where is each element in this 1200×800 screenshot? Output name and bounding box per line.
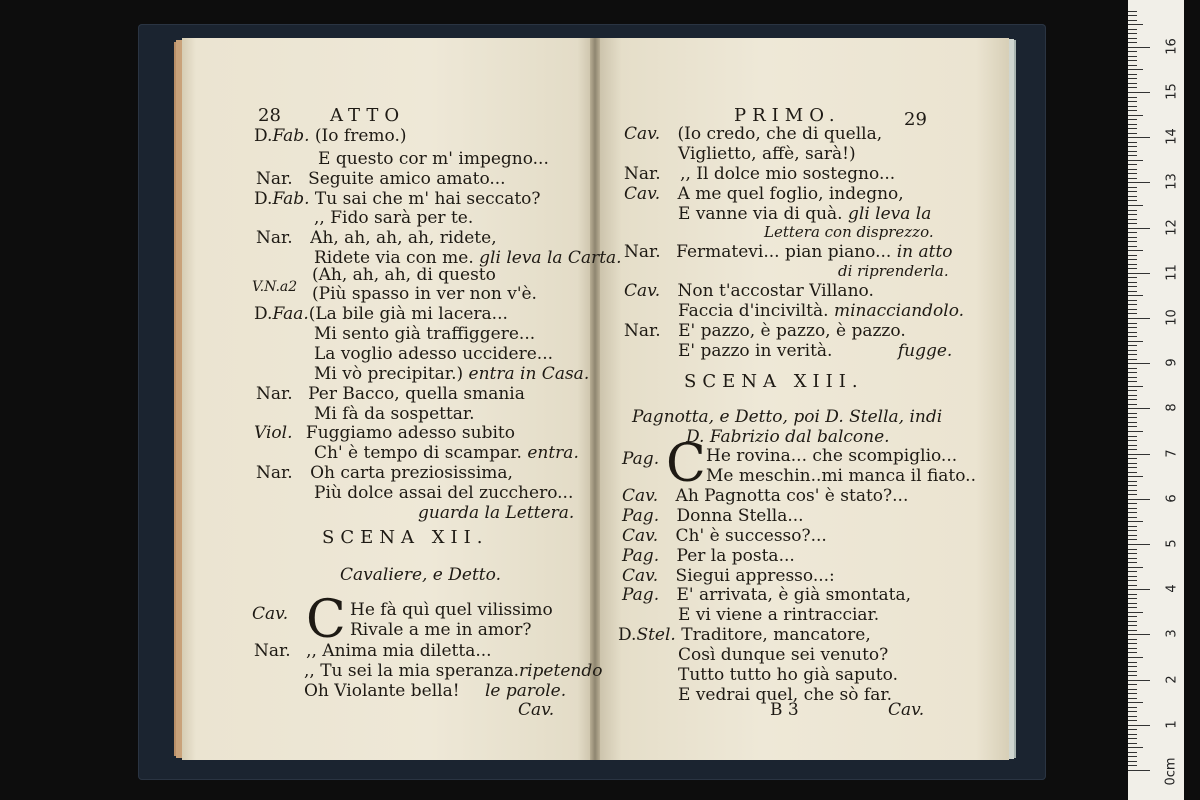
ruler-tick — [1128, 228, 1150, 229]
ruler-number: 9 — [1164, 358, 1180, 367]
catchword: Cav. — [518, 700, 555, 720]
text-line: E vanne via di quà. gli leva la — [678, 204, 932, 224]
text-line: Cav. Non t'accostar Villano. — [624, 281, 874, 301]
speaker-label: Cav. — [252, 604, 289, 624]
ruler-tick — [1128, 273, 1150, 274]
ruler-tick — [1128, 567, 1143, 568]
ruler-tick — [1128, 521, 1143, 522]
ruler-number: 8 — [1164, 403, 1180, 413]
ruler-tick — [1128, 413, 1137, 414]
ruler-tick — [1128, 92, 1150, 93]
ruler-tick — [1128, 264, 1137, 265]
ruler-tick — [1128, 246, 1137, 247]
ruler-tick — [1128, 313, 1137, 314]
ruler-tick — [1128, 684, 1137, 685]
ruler-tick — [1128, 390, 1137, 391]
ruler-tick — [1128, 187, 1137, 188]
text-line: La voglio adesso uccidere... — [314, 344, 553, 364]
ruler-tick — [1128, 38, 1137, 39]
ruler-tick — [1128, 277, 1137, 278]
ruler-tick — [1128, 386, 1143, 387]
text-line: Mi fà da sospettar. — [314, 404, 475, 424]
ruler-tick — [1128, 259, 1137, 260]
ruler-tick — [1128, 526, 1137, 527]
ruler-tick — [1128, 734, 1137, 735]
ruler-tick — [1128, 544, 1150, 545]
text-line: E' pazzo in verità. fugge. — [678, 341, 953, 361]
ruler-number: 15 — [1164, 83, 1180, 100]
ruler-tick — [1128, 237, 1137, 238]
text-line: Viol. Fuggiamo adesso subito — [254, 423, 515, 443]
ruler-tick — [1128, 110, 1137, 111]
ruler-tick — [1128, 323, 1137, 324]
ruler-number: 7 — [1164, 448, 1180, 458]
ruler-tick — [1128, 42, 1137, 43]
ruler-tick — [1128, 558, 1137, 559]
ruler-tick — [1128, 598, 1137, 599]
text-line: E vedrai quel, che sò far. — [678, 685, 892, 705]
running-head-right: PRIMO. — [734, 105, 841, 126]
ruler-tick — [1128, 354, 1137, 355]
ruler-tick — [1128, 395, 1137, 396]
ruler-number: 3 — [1164, 629, 1180, 639]
ruler-tick — [1128, 761, 1137, 762]
ruler-tick — [1128, 219, 1137, 220]
ruler-tick — [1128, 304, 1137, 305]
ruler-tick — [1128, 562, 1137, 563]
ruler-tick — [1128, 124, 1137, 125]
ruler-tick — [1128, 101, 1137, 102]
text-line: ,, Fido sarà per te. — [314, 208, 474, 228]
ruler-tick — [1128, 671, 1137, 672]
ruler-tick — [1128, 137, 1150, 138]
stage-direction: Lettera con disprezzo. — [764, 223, 934, 241]
text-line: D.Fab. Tu sai che m' hai seccato? — [254, 189, 541, 209]
ruler-tick — [1128, 625, 1137, 626]
ruler-tick — [1128, 431, 1143, 432]
ruler-tick — [1128, 594, 1137, 595]
ruler-tick — [1128, 69, 1143, 70]
ruler-tick — [1128, 630, 1137, 631]
ruler-tick — [1128, 481, 1137, 482]
ruler-tick — [1128, 381, 1137, 382]
ruler-tick — [1128, 589, 1150, 590]
ruler-tick — [1128, 634, 1150, 635]
ruler-tick — [1128, 87, 1137, 88]
ruler-tick — [1128, 494, 1137, 495]
ruler-tick — [1128, 60, 1137, 61]
text-line: Così dunque sei venuto? — [678, 645, 889, 665]
ruler-tick — [1128, 621, 1137, 622]
ruler-tick — [1128, 680, 1150, 681]
ruler-tick — [1128, 47, 1150, 48]
ruler-tick — [1128, 291, 1137, 292]
text-line: Ch' è tempo di scampar. entra. — [314, 443, 579, 463]
ruler-tick — [1128, 517, 1137, 518]
ruler-tick — [1128, 585, 1137, 586]
scene-characters: D. Fabrizio dal balcone. — [686, 427, 890, 447]
ruler-tick — [1128, 372, 1137, 373]
ruler-tick — [1128, 436, 1137, 437]
ruler-tick — [1128, 603, 1137, 604]
scene-heading: SCENA XIII. — [684, 371, 864, 392]
ruler-tick — [1128, 729, 1137, 730]
ruler-tick — [1128, 119, 1137, 120]
ruler-tick — [1128, 164, 1137, 165]
text-line: Me meschin..mi manca il fiato.. — [706, 466, 976, 486]
ruler-tick — [1128, 738, 1137, 739]
ruler-tick — [1128, 250, 1143, 251]
text-line: Nar. Per Bacco, quella smania — [256, 384, 525, 404]
ruler-tick — [1128, 408, 1150, 409]
text-line: Cav. Ah Pagnotta cos' è stato?... — [622, 486, 909, 506]
ruler-tick — [1128, 693, 1137, 694]
ruler-tick — [1128, 332, 1137, 333]
ruler-tick — [1128, 15, 1137, 16]
ruler-tick — [1128, 657, 1143, 658]
text-line: Nar. ,, Anima mia diletta... — [254, 641, 492, 661]
ruler-tick — [1128, 445, 1137, 446]
ruler-number: 2 — [1164, 674, 1180, 684]
ruler-tick — [1128, 74, 1137, 75]
text-line: ,, Tu sei la mia speranza.ripetendo — [304, 661, 603, 681]
drop-cap: C — [306, 590, 346, 650]
ruler-tick — [1128, 454, 1150, 455]
text-line: (Ah, ah, ah, di questo — [312, 265, 496, 285]
ruler-tick — [1128, 499, 1150, 500]
ruler-tick — [1128, 214, 1137, 215]
text-line: Nar. E' pazzo, è pazzo, è pazzo. — [624, 321, 906, 341]
ruler-tick — [1128, 689, 1137, 690]
ruler-tick — [1128, 508, 1137, 509]
ruler-tick — [1128, 142, 1137, 143]
ruler-tick — [1128, 282, 1137, 283]
ruler-tick — [1128, 128, 1137, 129]
ruler-tick — [1128, 78, 1137, 79]
text-line: D.Stel. Traditore, mancatore, — [618, 625, 871, 645]
ruler-tick — [1128, 65, 1137, 66]
text-line: Nar. Seguite amico amato... — [256, 169, 506, 189]
ruler-tick — [1128, 467, 1137, 468]
ruler-tick — [1128, 426, 1137, 427]
book-gutter — [590, 38, 600, 760]
ruler-tick — [1128, 300, 1137, 301]
ruler-tick — [1128, 399, 1137, 400]
ruler-tick — [1128, 711, 1137, 712]
text-line: Pag. Per la posta... — [622, 546, 795, 566]
ruler-tick — [1128, 716, 1137, 717]
ruler-tick — [1128, 553, 1137, 554]
ruler-tick — [1128, 210, 1137, 211]
text-line: Nar. ,, Il dolce mio sostegno... — [624, 164, 896, 184]
ruler-tick — [1128, 345, 1137, 346]
text-line: Nar. Ah, ah, ah, ah, ridete, — [256, 228, 497, 248]
page-number-left: 28 — [258, 105, 281, 126]
ruler-tick — [1128, 576, 1137, 577]
ruler-tick — [1128, 350, 1137, 351]
ruler-tick — [1128, 490, 1137, 491]
text-line: Rivale a me in amor? — [350, 620, 532, 640]
stage-direction: guarda la Lettera. — [418, 503, 575, 523]
ruler-tick — [1128, 309, 1137, 310]
ruler-tick — [1128, 702, 1143, 703]
text-line: He fà quì quel vilissimo — [350, 600, 553, 620]
ruler-tick — [1128, 756, 1137, 757]
ruler-tick — [1128, 133, 1137, 134]
ruler-tick — [1128, 607, 1137, 608]
ruler-tick — [1128, 51, 1137, 52]
text-line: Tutto tutto ho già saputo. — [678, 665, 898, 685]
signature-mark: B 3 — [770, 700, 799, 720]
text-line: Pag. Donna Stella... — [622, 506, 804, 526]
ruler-tick — [1128, 472, 1137, 473]
ruler-tick — [1128, 743, 1137, 744]
ruler-unit-label: 0cm — [1163, 757, 1179, 786]
running-head-left: ATTO — [330, 105, 406, 126]
ruler-tick — [1128, 146, 1137, 147]
ruler-tick — [1128, 652, 1137, 653]
ruler-tick — [1128, 377, 1137, 378]
ruler-tick — [1128, 770, 1150, 771]
ruler-tick — [1128, 223, 1137, 224]
ruler-tick — [1128, 666, 1137, 667]
ruler-tick — [1128, 106, 1137, 107]
ruler-tick — [1128, 363, 1150, 364]
ruler-tick — [1128, 449, 1137, 450]
ruler-tick — [1128, 232, 1137, 233]
ruler-tick — [1128, 476, 1143, 477]
scene-characters: Pagnotta, e Detto, poi D. Stella, indi — [632, 407, 943, 427]
ruler-tick — [1128, 178, 1137, 179]
ruler-tick — [1128, 341, 1143, 342]
ruler-tick — [1128, 404, 1137, 405]
ruler-tick — [1128, 20, 1137, 21]
ruler-tick — [1128, 417, 1137, 418]
ruler-tick — [1128, 29, 1137, 30]
drop-cap: C — [666, 434, 706, 494]
ruler-tick — [1128, 698, 1137, 699]
catchword: Cav. — [888, 700, 925, 720]
text-line: Pag. E' arrivata, è già smontata, — [622, 585, 912, 605]
ruler-tick — [1128, 725, 1150, 726]
ruler-tick — [1128, 580, 1137, 581]
ruler-tick — [1128, 11, 1137, 12]
text-line: Cav. Ch' è successo?... — [622, 526, 827, 546]
ruler-tick — [1128, 662, 1137, 663]
text-line: D.Faa.(La bile già mi lacera... — [254, 304, 508, 324]
ruler-tick — [1128, 205, 1143, 206]
stage-direction: di riprenderla. — [838, 262, 949, 280]
ruler-tick — [1128, 747, 1143, 748]
text-line: Viglietto, affè, sarà!) — [678, 144, 856, 164]
text-line: Ridete via con me. gli leva la Carta. — [314, 248, 622, 268]
ruler-tick — [1128, 535, 1137, 536]
ruler-tick — [1128, 173, 1137, 174]
speaker-label: Pag. — [622, 449, 660, 469]
ruler-number: 4 — [1164, 584, 1180, 593]
ruler-tick — [1128, 549, 1137, 550]
ruler-tick — [1128, 56, 1137, 57]
scene-characters: Cavaliere, e Detto. — [340, 565, 501, 585]
text-line: Cav. (Io credo, che di quella, — [624, 124, 883, 144]
ruler-tick — [1128, 485, 1137, 486]
ruler-tick — [1128, 643, 1137, 644]
ruler-tick — [1128, 612, 1143, 613]
text-line: Cav. Siegui appresso...: — [622, 566, 835, 586]
ruler-tick — [1128, 115, 1143, 116]
page-number-right: 29 — [904, 109, 927, 130]
ruler-number: 1 — [1164, 720, 1180, 729]
ruler-tick — [1128, 720, 1137, 721]
ruler-tick — [1128, 327, 1137, 328]
ruler-tick — [1128, 169, 1137, 170]
ruler-tick — [1128, 295, 1143, 296]
ruler-tick — [1128, 639, 1137, 640]
ruler-tick — [1128, 512, 1137, 513]
ruler-tick — [1128, 530, 1137, 531]
text-line: Cav. A me quel foglio, indegno, — [624, 184, 904, 204]
text-line: D.Fab. (Io fremo.) — [254, 126, 407, 146]
ruler-number: 10 — [1164, 309, 1180, 326]
text-line: Mi sento già traffiggere... — [314, 324, 536, 344]
ruler-tick — [1128, 440, 1137, 441]
ruler-tick — [1128, 200, 1137, 201]
ruler-tick — [1128, 539, 1137, 540]
ruler-tick — [1128, 155, 1137, 156]
ruler-tick — [1128, 33, 1137, 34]
ruler-tick — [1128, 571, 1137, 572]
measurement-ruler — [1128, 0, 1184, 800]
ruler-number: 6 — [1164, 494, 1180, 503]
text-line: (Più spasso in ver non v'è. — [312, 284, 537, 304]
scene-heading: SCENA XII. — [322, 527, 489, 548]
text-line: E questo cor m' impegno... — [318, 149, 549, 169]
speaker-label: V.N.a2 — [252, 279, 298, 295]
ruler-number: 16 — [1164, 38, 1180, 55]
ruler-tick — [1128, 707, 1137, 708]
ruler-tick — [1128, 318, 1150, 319]
ruler-tick — [1128, 241, 1137, 242]
text-line: Più dolce assai del zucchero... — [314, 483, 574, 503]
ruler-tick — [1128, 648, 1137, 649]
ruler-tick — [1128, 336, 1137, 337]
ruler-tick — [1128, 463, 1137, 464]
ruler-tick — [1128, 97, 1137, 98]
ruler-tick — [1128, 616, 1137, 617]
ruler-number: 13 — [1164, 173, 1180, 191]
ruler-tick — [1128, 286, 1137, 287]
text-line: Oh Violante bella! le parole. — [304, 681, 567, 701]
ruler-number: 12 — [1164, 218, 1180, 236]
ruler-tick — [1128, 368, 1137, 369]
ruler-tick — [1128, 182, 1150, 183]
ruler-tick — [1128, 268, 1137, 269]
ruler-tick — [1128, 196, 1137, 197]
ruler-tick — [1128, 24, 1143, 25]
ruler-tick — [1128, 675, 1137, 676]
ruler-tick — [1128, 422, 1137, 423]
ruler-tick — [1128, 765, 1137, 766]
text-line: Faccia d'inciviltà. minacciandolo. — [678, 301, 965, 321]
ruler-tick — [1128, 191, 1137, 192]
ruler-tick — [1128, 752, 1137, 753]
ruler-number: 11 — [1164, 264, 1180, 281]
ruler-number: 5 — [1164, 539, 1180, 548]
text-line: Mi vò precipitar.) entra in Casa. — [314, 364, 590, 384]
ruler-tick — [1128, 503, 1137, 504]
ruler-tick — [1128, 255, 1137, 256]
ruler-tick — [1128, 458, 1137, 459]
ruler-tick — [1128, 151, 1137, 152]
ruler-tick — [1128, 160, 1143, 161]
text-line: E vi viene a rintracciar. — [678, 605, 880, 625]
ruler-tick — [1128, 83, 1137, 84]
text-line: Nar. Fermatevi... pian piano... in atto — [624, 242, 953, 262]
text-line: Nar. Oh carta preziosissima, — [256, 463, 513, 483]
text-line: He rovina... che scompiglio... — [706, 446, 958, 466]
ruler-number: 14 — [1164, 128, 1180, 145]
ruler-tick — [1128, 359, 1137, 360]
